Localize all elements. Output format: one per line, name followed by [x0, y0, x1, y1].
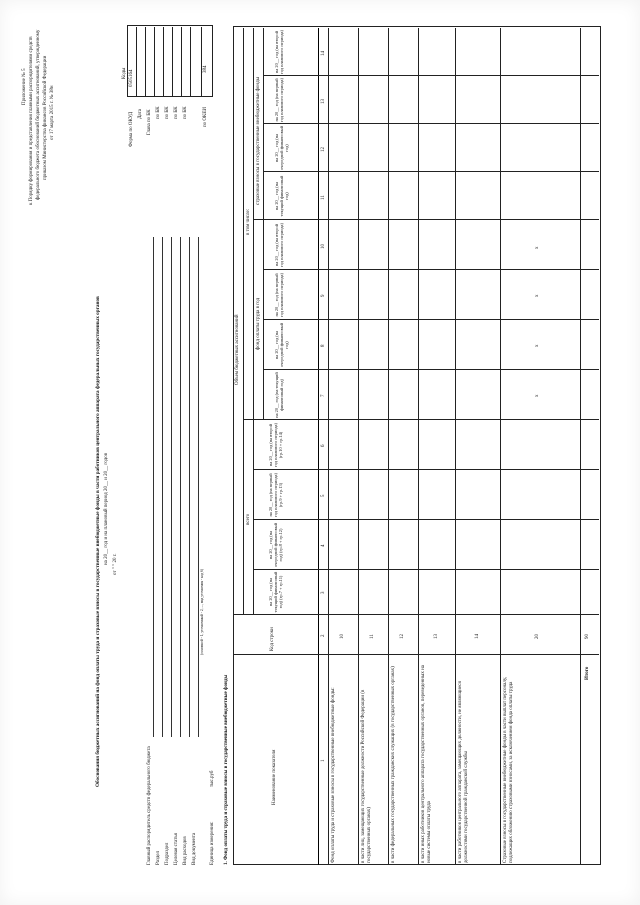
col-num: 5 [321, 494, 326, 497]
fill-line [171, 237, 172, 737]
col-header-11: на 20__ год (на текущий финансовый год) [274, 175, 290, 217]
col-num: 9 [321, 294, 326, 297]
col-header-9: на 20__ год (на первый год планового периода) [274, 273, 285, 317]
col-header-3: на 20__ год (на текущий финансовый год) (гр.7 + гр.11) [268, 571, 284, 613]
fill-line [153, 237, 154, 737]
row-code: 14 [475, 634, 480, 639]
col-num: 7 [321, 394, 326, 397]
group-incl-header: в том числе: [246, 208, 251, 235]
col-num: 6 [321, 444, 326, 447]
row-code: 11 [370, 634, 375, 639]
form-period: на 20__ год и на плановый период 20__ и 20__ годов [104, 452, 109, 565]
row-line [580, 28, 581, 865]
hdr-line [243, 28, 244, 615]
col-num: 10 [321, 244, 326, 249]
row-line [358, 28, 359, 865]
meta-unit-value: тыс.руб [210, 770, 215, 787]
col-num: 4 [321, 544, 326, 547]
meta-vr: Вид расходов [183, 836, 188, 865]
cell-x: x [535, 294, 540, 297]
meta-podrazdel: Подраздел [165, 842, 170, 865]
form-date: от " " 20 г. [113, 553, 118, 575]
appendix-number: Приложение № 5 [22, 68, 27, 105]
col-header-7: на 20__ год (на текущий финансовый год) [274, 372, 285, 418]
col-line [263, 319, 599, 320]
col-line [253, 469, 599, 470]
row-name: Страховые взносы в государственные внебюджетные фонды в части выплат персоналу, подлежащих обложению страховыми взносами, за исключением фонда оплаты труда [503, 676, 514, 863]
codes-ch-label: Глава по БК [147, 109, 152, 135]
fill-line [180, 237, 181, 737]
row-name: в части иных работников центрального аппарата государственных органов, переведенных на новые системы оплаты труда [421, 665, 432, 863]
codes-form-code: 0505164 [129, 69, 134, 87]
col-header-6: на 20__ год (на второй год планового периода) (гр.10 + гр.14) [268, 423, 284, 467]
col-num: 14 [321, 51, 326, 56]
col-num: 1 [321, 759, 326, 762]
codes-cs-label: по БК [174, 106, 179, 119]
cell-x: x [535, 394, 540, 397]
codes-line [181, 27, 182, 97]
row-name: в части лиц, замещающих государственные должности Российской Федерации (в государственных органах) [361, 689, 372, 863]
col-num: 2 [321, 634, 326, 637]
appendix-line: от 17 марта 2015 г. № 38н [50, 85, 55, 140]
col-line [263, 75, 599, 76]
codes-line [190, 27, 191, 97]
meta-razdel: Раздел [156, 850, 161, 865]
col-code-header: Код строки [270, 627, 275, 651]
group-ins-header: страховые взносы в государственные внебюджетные фонды [256, 77, 261, 205]
row-line [455, 28, 456, 865]
row-line [500, 28, 501, 865]
codes-okei-label: по ОКЕИ [203, 106, 208, 127]
row-code: 12 [400, 634, 405, 639]
appendix-line: федерального бюджета обоснований бюджетных ассигнований, утвержденному [36, 29, 41, 200]
col-num: 12 [321, 147, 326, 152]
codes-line [163, 27, 164, 97]
nums-line [328, 28, 329, 865]
col-header-8: на 20__ год (на очередной финансовый год) [274, 323, 290, 367]
row-name: в части работников центрального аппарата, замещающих должности, не являющиеся должностями государственной гражданской службы [458, 681, 469, 863]
col-line [263, 369, 599, 370]
hdr-bottom [318, 28, 319, 865]
col-line [253, 219, 599, 220]
codes-podrazdel-label: по БК [165, 106, 170, 119]
fill-line [198, 237, 199, 737]
meta-doc: Вид документа [192, 832, 197, 865]
row-line [388, 28, 389, 865]
col-name-header: Наименование показателя [272, 749, 277, 805]
appendix-line: к Порядку формирования и представления главными распорядителями средств [29, 36, 34, 205]
cell-x: x [535, 246, 540, 249]
row-name: в части федеральных государственных гражданских служащих (в государственных органах) [391, 666, 396, 863]
col-header-4: на 20__ год (на очередной финансовый год) (гр.8 + гр.12) [268, 523, 284, 567]
fill-line [162, 237, 163, 737]
col-line [253, 569, 599, 570]
row-line [418, 28, 419, 865]
codes-header: Коды [122, 67, 127, 79]
codes-date-label: Дата [138, 109, 143, 119]
col-line [253, 519, 599, 520]
hdr-line [263, 28, 264, 420]
col-line [243, 419, 599, 420]
cell-x: x [535, 344, 540, 347]
row-code: 90 [585, 634, 590, 639]
meta-cs: Целевая статья [174, 833, 179, 865]
codes-line [154, 27, 155, 97]
appendix-line: приказом Министерства финансов Российской Федерации [43, 55, 48, 180]
meta-unit-label: Единица измерения: [210, 821, 215, 865]
codes-okei-code: 384 [203, 65, 208, 73]
codes-vr-label: по БК [183, 106, 188, 119]
col-line [233, 614, 599, 615]
col-header-10: на 20__ год (на второй год планового периода) [274, 223, 285, 267]
col-num: 8 [321, 344, 326, 347]
codes-line [136, 27, 137, 97]
meta-glavny: Главный распорядитель средств федерального бюджета [147, 746, 152, 865]
section-title: 1. Фонд оплаты труда и страховые взносы в государственные внебюджетные фонды [224, 674, 229, 865]
col-line [263, 171, 599, 172]
group-main-header: Объем бюджетных ассигнований [235, 314, 240, 385]
codes-line [145, 27, 146, 97]
codes-line [201, 27, 202, 97]
codes-form-label: Форма по ОКУД [129, 111, 134, 147]
col-header-5: на 20__ год (на первый год планового периода) (гр.9 + гр.13) [268, 473, 284, 517]
col-line [263, 269, 599, 270]
row-code: 10 [340, 634, 345, 639]
col-header-13: на 20__ год (на первый год планового периода) [274, 78, 285, 122]
col-line [233, 654, 599, 655]
col-num: 11 [321, 195, 326, 200]
form-title: Обоснования бюджетных ассигнований на фонд оплаты труда и страховые взносы в государственные внебюджетные фонды в части работников центрального аппарата федеральных государственных органов [95, 296, 101, 787]
row-code: 20 [535, 634, 540, 639]
row-name: Фонд оплаты труда и страховые взносы в государственные внебюджетные фонды: [331, 687, 336, 863]
col-line [263, 123, 599, 124]
codes-line [172, 27, 173, 97]
codes-razdel-label: по БК [156, 106, 161, 119]
col-header-14: на 20__ год (на второй год планового периода) [274, 30, 285, 74]
fill-line [189, 237, 190, 737]
group-total-header: всего [246, 513, 251, 525]
row-code: 13 [434, 634, 439, 639]
group-fot-header: фонд оплаты труда в год [256, 297, 261, 350]
col-num: 13 [321, 99, 326, 104]
meta-doc-hint: (основной - 1, уточненный - 2, ..., вид уточнения - код 6) [200, 568, 204, 655]
col-header-12: на 20__ год (на очередной финансовый год) [274, 126, 290, 170]
total-label: Итого [585, 666, 590, 680]
hdr-line [253, 28, 254, 615]
col-num: 3 [321, 591, 326, 594]
